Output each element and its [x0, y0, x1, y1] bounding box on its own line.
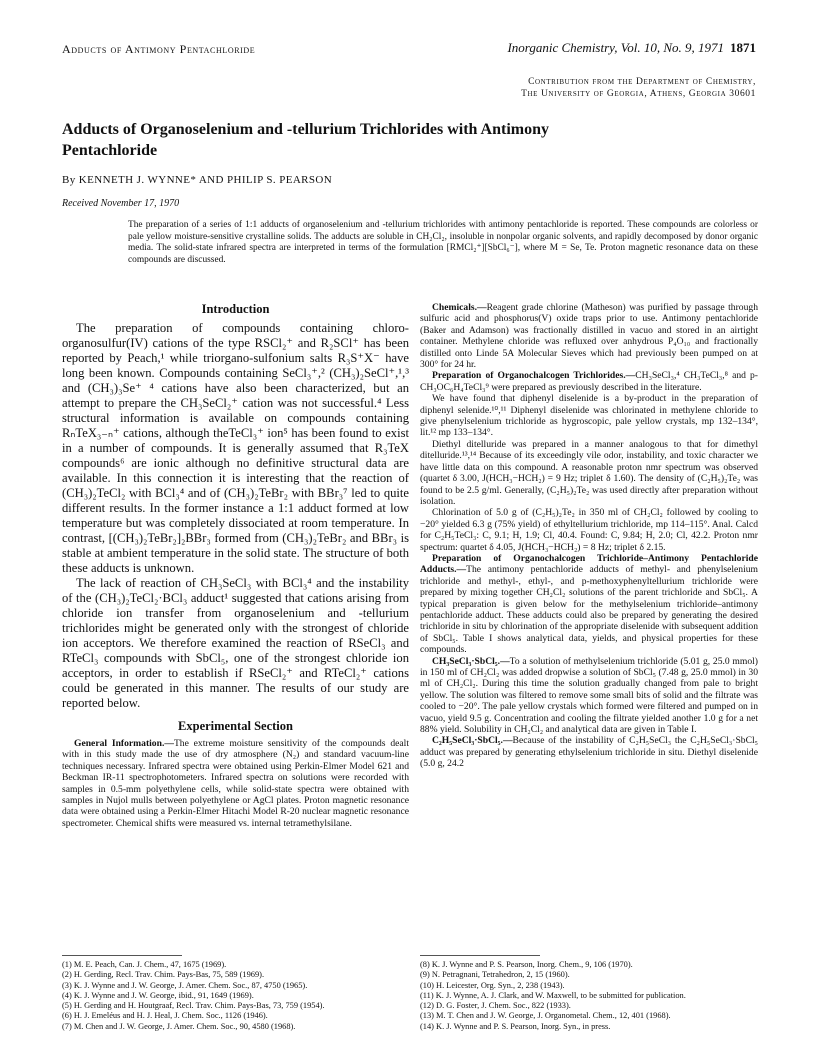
body-paragraph	[420, 439, 758, 507]
run-in-heading: Preparation of Organochalcogen Trichlorides.—	[432, 370, 636, 382]
footnote: (14) K. J. Wynne and P. S. Pearson, Inorg. Syn., in press.	[420, 1021, 611, 1031]
paragraph-text: CH₃SeCl₃,⁴ CH₃TeCl₃,⁸ and p-CH₃OC₆H₄TeCl₃⁹ were prepared as previously described in the literature.	[420, 370, 758, 393]
paragraph-text: To a solution of methylselenium trichloride (5.01 g, 25.0 mmol) in 150 ml of CH₂Cl₂ was added dropwise a solution of SbCl₅ (7.48 g, 25.0 mmol) in 30 ml of CH₂Cl₂. During this time the solution gradually changed from pale to bright yellow. The solution was filtered to remove some small bits of solid and the filtrate was cooled to −20°. The pale yellow crystals which formed were filtered and pumped on in vacuo, yield 9.5 g. Concentration and cooling the filtrate yielded another 1.0 g for a net 88% yield. Solubility in CH₂Cl₂ and analytical data are given in Table I.	[420, 655, 758, 736]
footnote: (6) H. J. Emeléus and H. J. Heal, J. Chem. Soc., 1126 (1946).	[62, 1011, 268, 1021]
body-paragraph	[420, 656, 758, 736]
footnote: (10) H. Leicester, Org. Syn., 2, 238 (1943).	[420, 980, 565, 990]
experimental-heading: Experimental Section	[178, 719, 293, 733]
experimental-section	[62, 719, 409, 829]
paragraph-text: Reagent grade chlorine (Matheson) was purified by passage through sulfuric acid and phosphorus(V) oxide traps prior to use. Antimony pentachloride (Baker and Adamson) was fractionally distilled in vacuo and stored in an airtight container. Methylene chloride was refluxed over anhydrous P₄O₁₀ and fractionally distilled onto Linde 5A Molecular Sieves which had previously been pumped on at 300° for 24 hr.	[420, 302, 758, 371]
contribution-line-2: The University of Georgia, Athens, Georgia 30601	[521, 89, 756, 99]
body-paragraph	[420, 735, 758, 769]
running-title: Adducts of Antimony Pentachloride	[62, 42, 256, 56]
general-information-paragraph	[62, 738, 409, 829]
right-column	[420, 302, 758, 770]
body-paragraph	[420, 507, 758, 553]
paragraph-text: Because of the instability of C₂H₅SeCl₃ the C₂H₅SeCl₃·SbCl₅ adduct was prepared by generating ethylselenium trichloride in situ. Diethyl diselenide (5.0 g, 24.2	[420, 735, 758, 770]
run-in-heading: General Information.—	[74, 738, 174, 749]
journal-name: Inorganic Chemistry, Vol. 10, No. 9, 1971	[507, 40, 724, 55]
paragraph-text: The extreme moisture sensitivity of the compounds dealt with in this study made the use of dry atmosphere (N₂) and standard vacuum-line techniques necessary. Infrared spectra were obtained using Perkin-Elmer Model 621 and Beckman IR-11 spectrophotometers. Infrared spectra on solutions were recorded with samples in 0.5-mm polyethylene cells, while solid-state spectra were obtained with samples in Nujol mulls between polyethylene or AgCl plates. Proton magnetic resonance data were obtained using a Perkin-Elmer Hitachi Model R-20 nuclear magnetic resonance spectrometer. Chemical shifts were measured vs. internal tetramethylsilane.	[62, 738, 409, 829]
article-title: Adducts of Organoselenium and -tellurium Trichlorides with Antimony Pentachloride	[62, 121, 549, 159]
intro-paragraph: The preparation of compounds containing chloro-organosulfur(IV) cations of the type RSCl₂⁺ and R₂SCl⁺ has been reported by Peach,¹ while triorgano-sulfonium salts R₃S⁺X⁻ have long been known. Compounds containing SeCl₃⁺,² (CH₃)₂SeCl⁺,¹,³ and (CH₃)₃Se⁺ ⁴ cations have also been characterized, but an attempt to prepare the CH₃SeCl₂⁺ cation was not successful.⁴ Less structural information is available on compounds containing RₙTeX₃₋ₙ⁺ cations, although theTeCl₃⁺ ion⁵ has been found to exist in a number of compounds. It is generally assumed that R₃TeX compounds⁶ are ionic although no definitive structural data are available. In this connection it is interesting that the reaction of (CH₃)₂TeCl₂ with BCl₃⁴ and of (CH₃)₂TeBr₂ with BBr₃⁷ led to quite different results. In the former instance a 1:1 adduct formed at low temperature but was completely dissociated at room temperature. In contrast, [(CH₃)₂TeBr₂]₂BBr₃ formed from (CH₃)₂TeBr₂ and BBr₃ is stable at ambient temperature in the solid state. The structure of both these adducts is unknown.	[62, 321, 409, 575]
left-column	[62, 302, 409, 829]
body-paragraph	[420, 302, 758, 370]
footnote: (9) N. Petragnani, Tetrahedron, 2, 15 (1960).	[420, 970, 570, 980]
footnote: (4) K. J. Wynne and J. W. George, ibid., 91, 1649 (1969).	[62, 990, 254, 1000]
footnote: (7) M. Chen and J. W. George, J. Amer. Chem. Soc., 90, 4580 (1968).	[62, 1021, 296, 1031]
received-date: Received November 17, 1970	[62, 198, 180, 209]
introduction-section	[62, 302, 409, 711]
intro-paragraph: The lack of reaction of CH₃SeCl₃ with BCl₃⁴ and the instability of the (CH₃)₂TeCl₂·BCl₃ adduct¹ suggested that cations arising from chloride ion transfer from organoselenium and -tellurium trichlorides might be generated only with the strongest of chloride ion acceptors. We therefore examined the reaction of RSeCl₃ and RTeCl₃ compounds with SbCl₅, one of the strongest chloride ion acceptors, in order to establish if RSeCl₂⁺ and RTeCl₂⁺ cations could be generated in this manner. The results of our study are reported below.	[62, 576, 409, 710]
abstract: The preparation of a series of 1:1 adducts of organoselenium and -tellurium trichlorides with antimony pentachloride is reported. These compounds are colorless or pale yellow moisture-sensitive crystalline solids. The adducts are soluble in CH₂Cl₂, insoluble in nonpolar organic solvents, and rapidly decomposed by donor organic media. The solid-state infrared spectra are interpreted in terms of the formulation [RMCl₂⁺][SbCl₆⁻], where M = Se, Te. Proton magnetic resonance data on these compounds are discussed.	[128, 220, 758, 265]
run-in-heading: C₂H₅SeCl₃·SbCl₅.—	[432, 735, 513, 747]
footnote: (2) H. Gerding, Recl. Trav. Chim. Pays-Bas, 75, 589 (1969).	[62, 970, 265, 980]
footnotes-right	[420, 960, 758, 1032]
contribution-affiliation	[521, 76, 756, 100]
footnote-divider	[420, 955, 540, 956]
run-in-heading: Chemicals.—	[432, 302, 487, 313]
body-paragraph	[420, 553, 758, 656]
body-paragraph	[420, 370, 758, 393]
run-in-heading: CH₃SeCl₃·SbCl₅.—	[432, 655, 510, 667]
paragraph-text: We have found that diphenyl diselenide is a by-product in the preparation of diphenyl selenide.¹⁰,¹¹ Diphenyl diselenide was chlorinated in methylene chloride to give phenylselenium trichloride as hygroscopic, pale yellow crystals, mp 132–134°, lit.¹² mp 133–134°.	[420, 393, 758, 439]
footnote: (5) H. Gerding and H. Houtgraaf, Recl. Trav. Chim. Pays-Bas, 73, 759 (1954).	[62, 1001, 325, 1011]
body-paragraph	[420, 393, 758, 439]
footnote: (1) M. E. Peach, Can. J. Chem., 47, 1675 (1969).	[62, 960, 227, 969]
run-in-heading: Preparation of Organochalcogen Trichloride–Antimony Pentachloride Adducts.—	[420, 552, 758, 576]
footnote: (3) K. J. Wynne and J. W. George, J. Amer. Chem. Soc., 87, 4750 (1965).	[62, 980, 308, 990]
footnote: (12) D. G. Foster, J. Chem. Soc., 822 (1933).	[420, 1001, 571, 1011]
contribution-line-1: Contribution from the Department of Chemistry,	[528, 77, 756, 87]
paragraph-text: The antimony pentachloride adducts of methyl- and phenylselenium trichloride and methyl-, ethyl-, and p-methoxyphenyltellurium trichloride were prepared by mixing together CH₂Cl₂ solutions of the parent trichloride and SbCl₅. A typical preparation is given below for the methylselenium trichloride–antimony pentachloride adduct. These adducts could also be prepared by generating the desired trichloride in situ by chlorination of the appropriate diselenide with subsequent addition of SbCl₅. Table I shows analytical data, yields, and physical properties for these compounds.	[420, 564, 758, 656]
journal-citation	[507, 40, 756, 56]
footnote: (8) K. J. Wynne and P. S. Pearson, Inorg. Chem., 9, 106 (1970).	[420, 960, 633, 969]
footnote: (13) M. T. Chen and J. W. George, J. Organometal. Chem., 12, 401 (1968).	[420, 1011, 671, 1021]
footnotes-left	[62, 960, 409, 1032]
article-authors: By KENNETH J. WYNNE* AND PHILIP S. PEARSON	[62, 174, 333, 186]
introduction-heading: Introduction	[201, 302, 270, 316]
page-number: 1871	[730, 40, 756, 55]
footnote: (11) K. J. Wynne, A. J. Clark, and W. Maxwell, to be submitted for publication.	[420, 990, 686, 1000]
paragraph-text: Chlorination of 5.0 g of (C₂H₅)₂Te₂ in 350 ml of CH₂Cl₂ followed by cooling to −20° yielded 6.3 g (75% yield) of ethyltellurium trichloride, mp 114–115°. Anal. Calcd for C₂H₅TeCl₃: C, 9.1; H, 1.9; Cl, 40.4. Found: C, 9.84; H, 2.0; Cl, 42.2. Proton nmr spectrum: quartet δ 4.05, J(HCH₃−HCH₂) = 8 Hz; triplet δ 2.15.	[420, 507, 758, 553]
footnote-divider	[62, 955, 182, 956]
paragraph-text: Diethyl ditelluride was prepared in a manner analogous to that for dimethyl ditelluride.¹³,¹⁴ Because of its exceedingly vile odor, instability, and toxic character we have little data on this compound. A reasonable proton nmr spectrum was observed (quartet δ 3.00, J(HCH₃−HCH₂) = 9 Hz; triplet δ 1.60). The density of (C₂H₅)₂Te₂ was found to be 2.5 g/ml. Generally, (C₂H₅)₂Te₂ was used directly after preparation without isolation.	[420, 438, 758, 507]
